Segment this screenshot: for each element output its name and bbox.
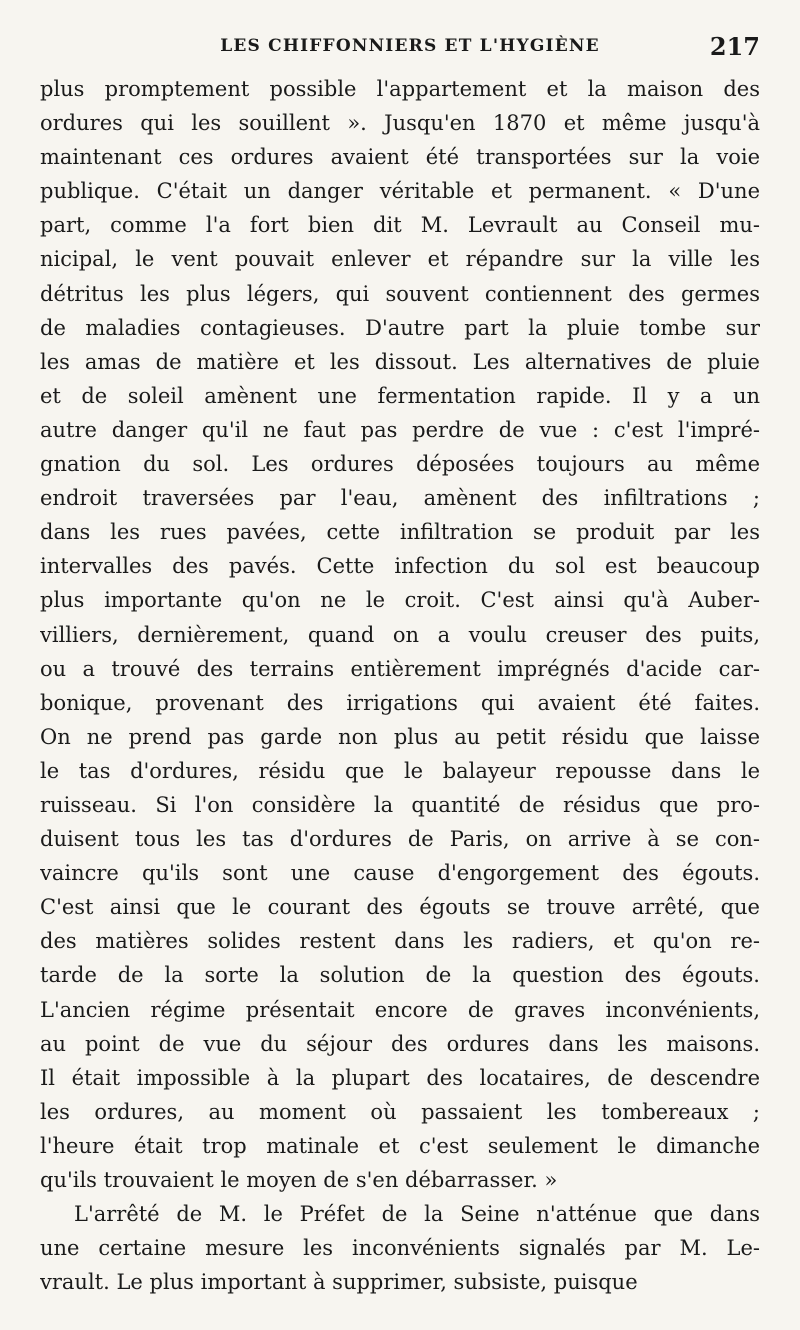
text-line: ou a trouvé des terrains entièrement imprégnés d'acide car-: [40, 656, 760, 681]
text-line: plus importante qu'on ne le croit. C'est ainsi qu'à Auber-: [40, 588, 760, 613]
text-line: les amas de matière et les dissout. Les alternatives de pluie: [40, 349, 760, 374]
text-line: autre danger qu'il ne faut pas perdre de vue : c'est l'impré-: [40, 417, 760, 442]
page-header: [40, 32, 760, 64]
text-line: ordures qui les souillent ». Jusqu'en 1870 et même jusqu'à: [40, 111, 760, 136]
text-line: L'ancien régime présentait encore de graves inconvénients,: [40, 997, 760, 1022]
text-line: dans les rues pavées, cette infiltration se produit par les: [40, 520, 760, 545]
text-line: Il était impossible à la plupart des locataires, de descendre: [40, 1065, 760, 1090]
text-line: les ordures, au moment où passaient les tombereaux ;: [40, 1099, 760, 1124]
text-line: bonique, provenant des irrigations qui avaient été faites.: [40, 690, 760, 715]
text-line: tarde de la sorte la solution de la question des égouts.: [40, 963, 760, 988]
text-line: maintenant ces ordures avaient été transportées sur la voie: [40, 145, 760, 170]
text-line: de maladies contagieuses. D'autre part la pluie tombe sur: [40, 315, 760, 340]
text-line: L'arrêté de M. le Préfet de la Seine n'atténue que dans: [74, 1202, 760, 1227]
text-line: vrault. Le plus important à supprimer, subsiste, puisque: [40, 1270, 638, 1295]
text-line: vaincre qu'ils sont une cause d'engorgement des égouts.: [40, 861, 760, 886]
text-line: On ne prend pas garde non plus au petit résidu que laisse: [40, 724, 760, 749]
text-line: intervalles des pavés. Cette infection du sol est beaucoup: [40, 554, 760, 579]
text-line: endroit traversées par l'eau, amènent des infiltrations ;: [40, 486, 760, 511]
text-line: qu'ils trouvaient le moyen de s'en débarrasser. »: [40, 1168, 558, 1192]
page-number: 217: [709, 32, 760, 61]
body-text: [40, 72, 760, 1299]
text-line: détritus les plus légers, qui souvent contiennent des germes: [40, 281, 760, 306]
text-line: l'heure était trop matinale et c'est seulement le dimanche: [40, 1133, 760, 1158]
text-line: part, comme l'a fort bien dit M. Levrault au Conseil mu-: [40, 213, 760, 238]
text-line: duisent tous les tas d'ordures de Paris, on arrive à se con-: [40, 827, 760, 852]
text-line: des matières solides restent dans les radiers, et qu'on re-: [40, 929, 760, 954]
text-line: nicipal, le vent pouvait enlever et répandre sur la ville les: [40, 247, 760, 272]
text-line: gnation du sol. Les ordures déposées toujours au même: [40, 452, 760, 477]
text-line: au point de vue du séjour des ordures dans les maisons.: [40, 1031, 760, 1056]
text-line: le tas d'ordures, résidu que le balayeur repousse dans le: [40, 758, 760, 783]
running-title: LES CHIFFONNIERS ET L'HYGIÈNE: [220, 36, 600, 56]
text-line: publique. C'était un danger véritable et permanent. « D'une: [40, 179, 760, 204]
text-line: ruisseau. Si l'on considère la quantité de résidus que pro-: [40, 792, 760, 817]
text-line: villiers, dernièrement, quand on a voulu creuser des puits,: [40, 622, 760, 647]
text-line: et de soleil amènent une fermentation rapide. Il y a un: [40, 383, 760, 408]
text-line: C'est ainsi que le courant des égouts se trouve arrêté, que: [40, 895, 760, 920]
text-line: une certaine mesure les inconvénients signalés par M. Le-: [40, 1236, 760, 1261]
text-line: plus promptement possible l'appartement et la maison des: [40, 77, 760, 101]
